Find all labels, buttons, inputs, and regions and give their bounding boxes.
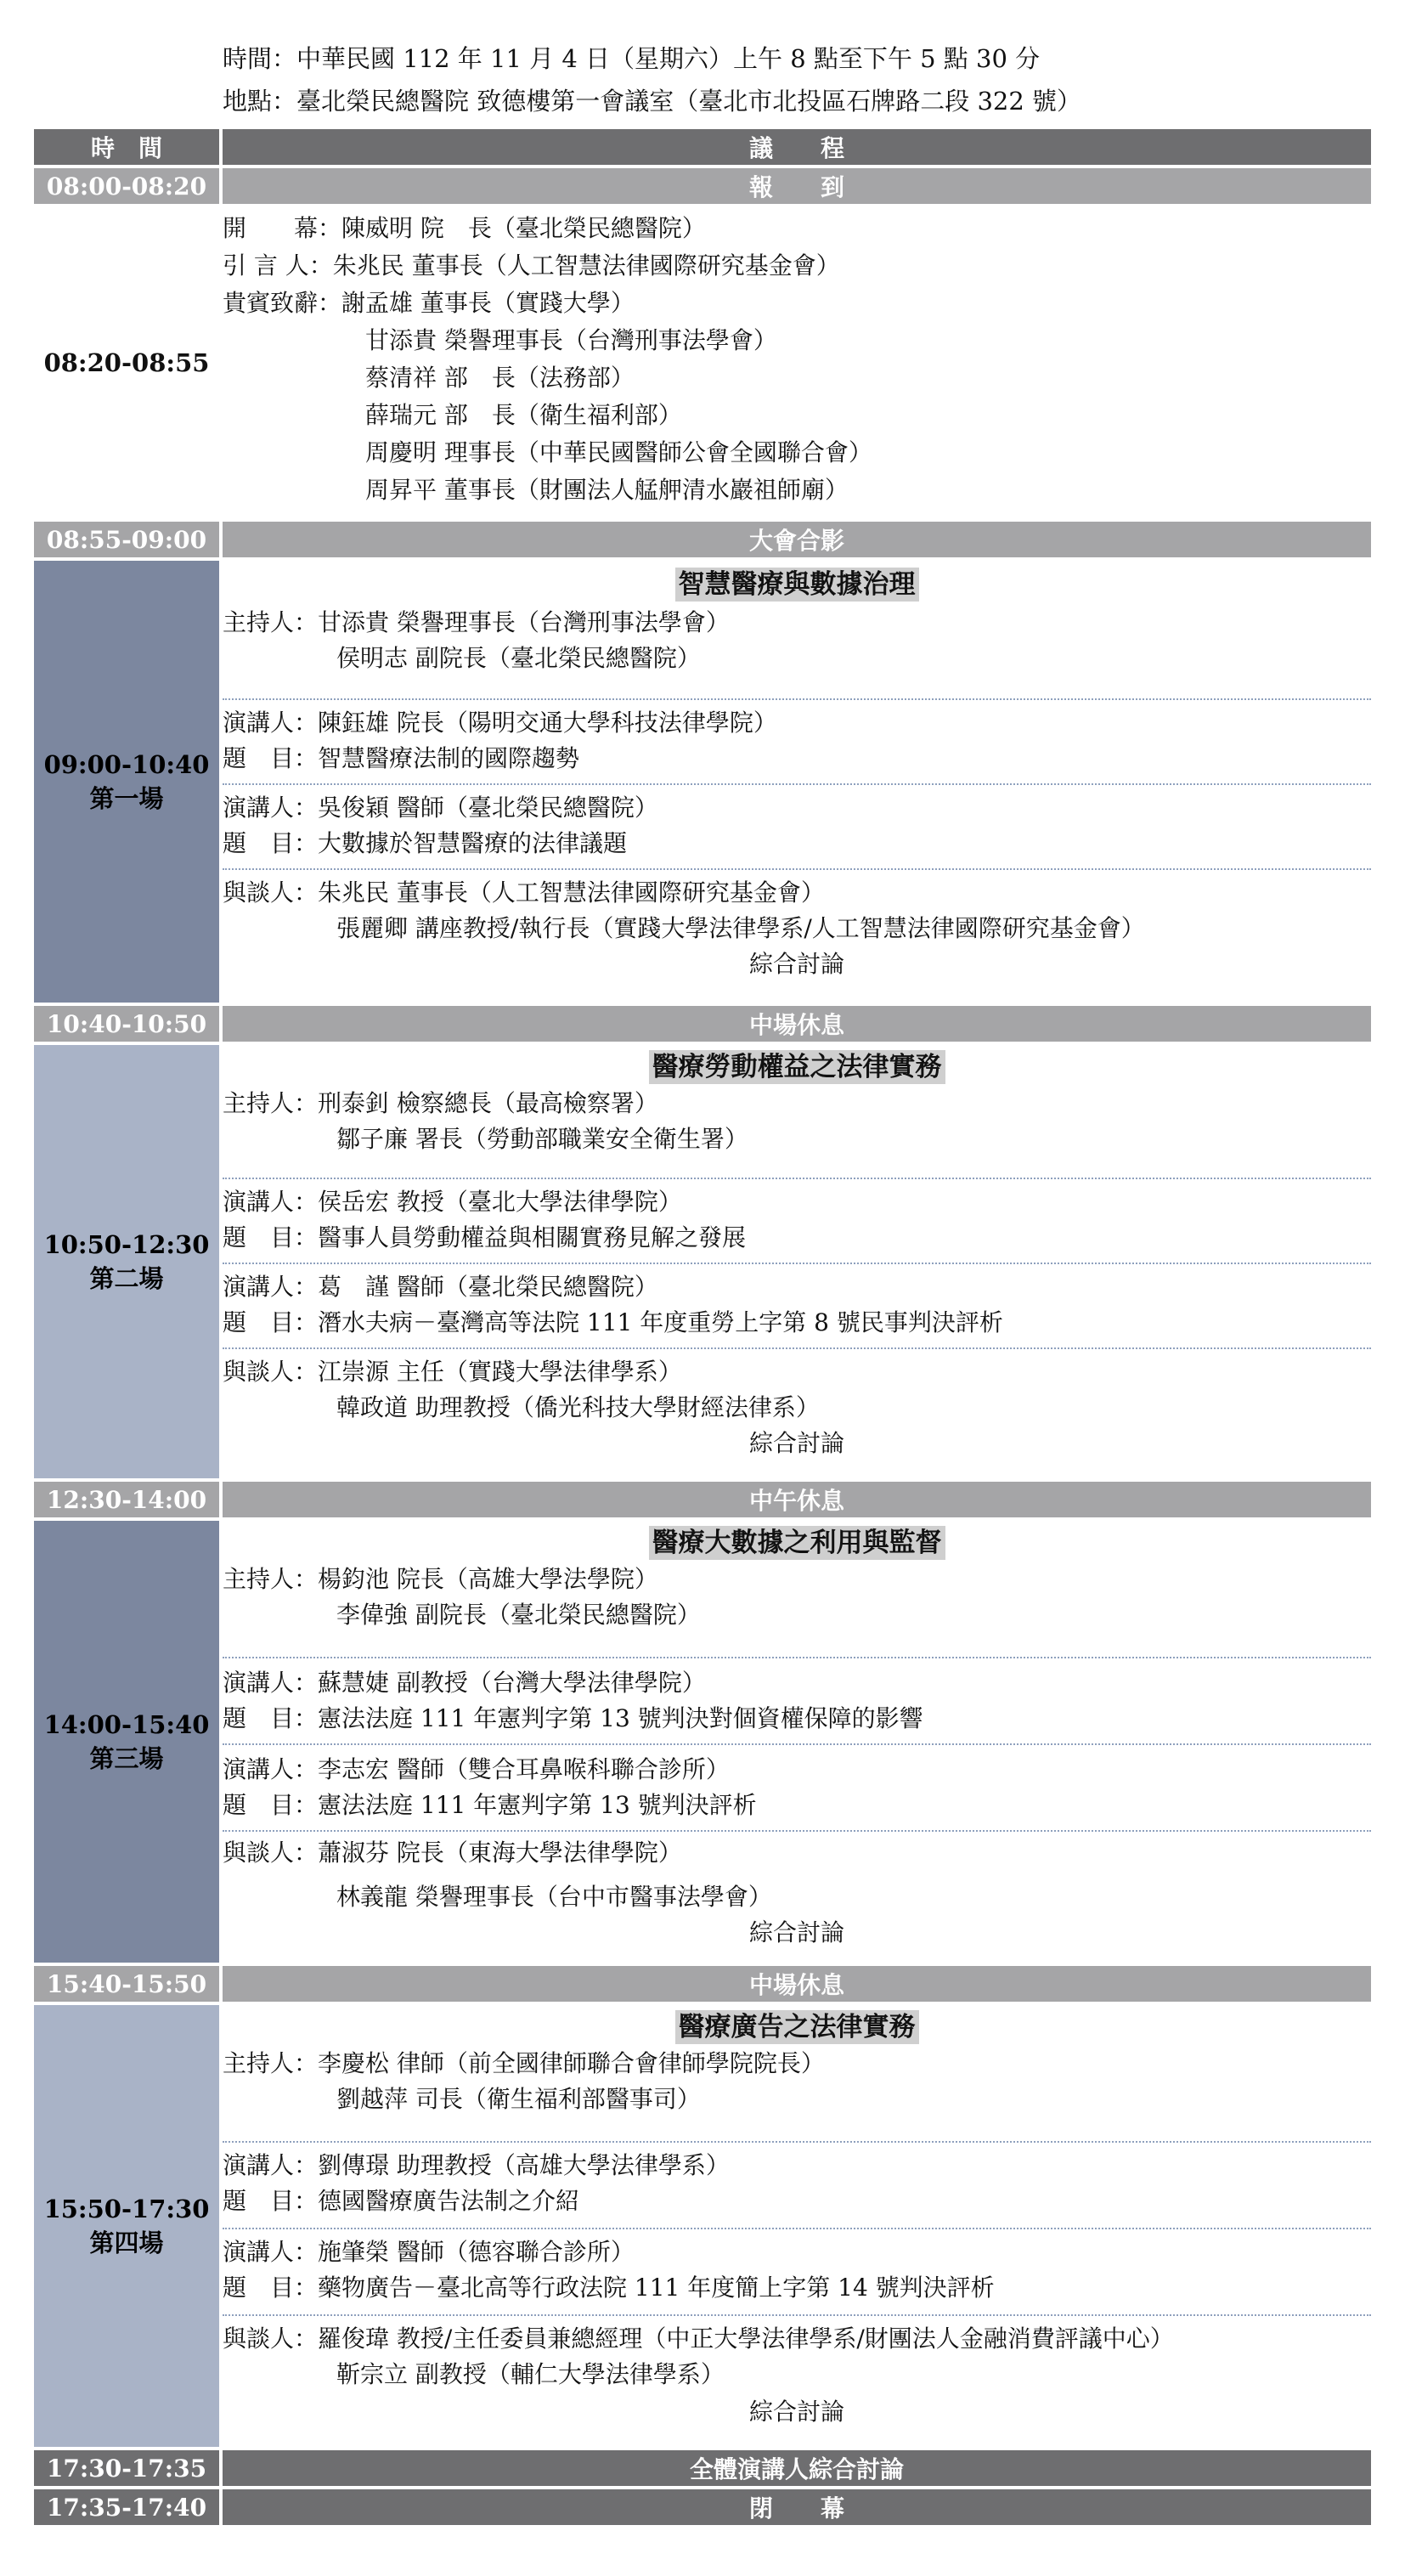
break-label: 中場休息 [223, 1966, 1371, 2002]
speaker-line: 演講人：劉傳璟 助理教授（高雄大學法律學系） [223, 2151, 730, 2179]
divider [223, 1657, 1371, 1658]
session-2-content [223, 1045, 1371, 1478]
session-2-time-cell [34, 1045, 219, 1478]
discussion-label: 綜合討論 [748, 1429, 844, 1457]
host-line: 主持人：甘添貴 榮譽理事長（台灣刑事法學會） [223, 608, 730, 636]
session-3-time-cell [34, 1521, 219, 1963]
session-1-content [223, 561, 1371, 1003]
panel-line: 靳宗立 副教授（輔仁大學法律學系） [336, 2360, 725, 2388]
discussion-label: 綜合討論 [748, 950, 844, 978]
photo-time: 08:55-09:00 [34, 522, 219, 557]
host-line: 主持人：李慶松 律師（前全國律師聯合會律師學院院長） [223, 2049, 825, 2077]
session-title: 醫療勞動權益之法律實務 [649, 1050, 945, 1084]
opening-line: 薛瑞元 部 長（衛生福利部） [365, 401, 682, 429]
registration-label: 報 到 [223, 168, 1371, 204]
divider [223, 1178, 1371, 1179]
registration-time: 08:00-08:20 [34, 168, 219, 204]
session-time: 14:00-15:40 [43, 1710, 210, 1739]
speaker-line: 演講人：李志宏 醫師（雙合耳鼻喉科聯合診所） [223, 1755, 730, 1783]
session-title: 醫療大數據之利用與監督 [649, 1526, 945, 1560]
divider [223, 1347, 1371, 1349]
divider [223, 2228, 1371, 2229]
divider [223, 1830, 1371, 1832]
photo-label: 大會合影 [223, 522, 1371, 557]
column-header-agenda: 議 程 [223, 129, 1371, 165]
host-line: 李偉強 副院長（臺北榮民總醫院） [336, 1601, 701, 1629]
topic-line: 題 目：德國醫療廣告法制之介紹 [223, 2187, 580, 2215]
opening-line: 開 幕：陳威明 院 長（臺北榮民總醫院） [223, 214, 706, 242]
divider [223, 868, 1371, 870]
panel-line: 張麗卿 講座教授/執行長（實踐大學法律學系/人工智慧法律國際研究基金會） [336, 914, 1145, 942]
session-name: 第二場 [89, 1264, 164, 1293]
session-time: 15:50-17:30 [43, 2195, 210, 2223]
break-time: 10:40-10:50 [34, 1006, 219, 1042]
opening-line: 貴賓致辭：謝孟雄 董事長（實踐大學） [223, 289, 635, 317]
event-place: 地點：臺北榮民總醫院 致德樓第一會議室（臺北市北投區石牌路二段 322 號） [223, 87, 1082, 116]
divider [223, 2141, 1371, 2143]
host-line: 劉越萍 司長（衛生福利部醫事司） [336, 2085, 701, 2113]
panel-line: 與談人：蕭淑芬 院長（東海大學法律學院） [223, 1839, 682, 1867]
opening-line: 周昇平 董事長（財團法人艋舺清水巖祖師廟） [365, 476, 849, 504]
session-title: 醫療廣告之法律實務 [675, 2010, 919, 2044]
discussion-label: 綜合討論 [748, 1918, 844, 1946]
divider [223, 783, 1371, 785]
panel-line: 韓政道 助理教授（僑光科技大學財經法律系） [336, 1393, 820, 1421]
topic-line: 題 目：大數據於智慧醫療的法律議題 [223, 829, 628, 857]
speaker-line: 演講人：施肇榮 醫師（德容聯合診所） [223, 2238, 635, 2266]
break-time: 12:30-14:00 [34, 1482, 219, 1517]
host-line: 主持人：刑泰釗 檢察總長（最高檢察署） [223, 1089, 658, 1117]
final-discussion-time: 17:30-17:35 [34, 2450, 219, 2486]
host-line: 鄒子廉 署長（勞動部職業安全衛生署） [336, 1125, 748, 1153]
break-label: 中午休息 [223, 1482, 1371, 1517]
opening-line: 甘添貴 榮譽理事長（台灣刑事法學會） [365, 326, 777, 354]
final-discussion-label: 全體演講人綜合討論 [223, 2450, 1371, 2486]
discussion-label: 綜合討論 [748, 2398, 844, 2426]
opening-time-cell [34, 207, 219, 518]
speaker-line: 演講人：蘇慧婕 副教授（台灣大學法律學院） [223, 1669, 706, 1697]
event-time: 時間：中華民國 112 年 11 月 4 日（星期六）上午 8 點至下午 5 點 30 分 [223, 44, 1041, 73]
opening-line: 蔡清祥 部 長（法務部） [365, 364, 635, 392]
divider [223, 1743, 1371, 1745]
divider [223, 698, 1371, 700]
speaker-line: 演講人：陳鈺雄 院長（陽明交通大學科技法律學院） [223, 709, 777, 737]
session-4-content [223, 2005, 1371, 2447]
divider [223, 2314, 1371, 2316]
topic-line: 題 目：潛水夫病－臺灣高等法院 111 年度重勞上字第 8 號民事判決評析 [223, 1308, 1003, 1336]
opening-line: 周慶明 理事長（中華民國醫師公會全國聯合會） [365, 438, 872, 466]
host-line: 主持人：楊鈞池 院長（高雄大學法學院） [223, 1565, 658, 1593]
topic-line: 題 目：醫事人員勞動權益與相關實務見解之發展 [223, 1223, 747, 1251]
speaker-line: 演講人：吳俊穎 醫師（臺北榮民總醫院） [223, 794, 658, 822]
panel-line: 與談人：江崇源 主任（實踐大學法律學系） [223, 1358, 682, 1386]
topic-line: 題 目：憲法法庭 111 年憲判字第 13 號判決評析 [223, 1791, 757, 1819]
column-header-time: 時 間 [34, 129, 219, 165]
break-time: 15:40-15:50 [34, 1966, 219, 2002]
divider [223, 1263, 1371, 1264]
speaker-line: 演講人：侯岳宏 教授（臺北大學法律學院） [223, 1188, 682, 1216]
break-label: 中場休息 [223, 1006, 1371, 1042]
opening-line: 引 言 人：朱兆民 董事長（人工智慧法律國際研究基金會） [223, 251, 840, 280]
opening-content [223, 207, 1371, 518]
session-time: 09:00-10:40 [43, 750, 210, 779]
session-4-time-cell [34, 2005, 219, 2447]
session-name: 第一場 [89, 784, 164, 813]
panel-line: 與談人：朱兆民 董事長（人工智慧法律國際研究基金會） [223, 878, 825, 907]
session-name: 第四場 [89, 2229, 164, 2257]
panel-line: 與談人：羅俊瑋 教授/主任委員兼總經理（中正大學法律學系/財團法人金融消費評議中心） [223, 2325, 1174, 2353]
session-time: 10:50-12:30 [43, 1230, 210, 1259]
speaker-line: 演講人：葛 謹 醫師（臺北榮民總醫院） [223, 1273, 658, 1301]
topic-line: 題 目：智慧醫療法制的國際趨勢 [223, 744, 580, 772]
topic-line: 題 目：憲法法庭 111 年憲判字第 13 號判決對個資權保障的影響 [223, 1704, 923, 1732]
topic-line: 題 目：藥物廣告－臺北高等行政法院 111 年度簡上字第 14 號判決評析 [223, 2274, 995, 2302]
closing-label: 閉 幕 [223, 2489, 1371, 2525]
session-title: 智慧醫療與數據治理 [675, 568, 919, 602]
session-3-content [223, 1521, 1371, 1963]
opening-time: 08:20-08:55 [43, 348, 210, 377]
panel-line: 林義龍 榮譽理事長（台中市醫事法學會） [336, 1883, 772, 1911]
closing-time: 17:35-17:40 [34, 2489, 219, 2525]
session-1-time-cell [34, 561, 219, 1003]
session-name: 第三場 [89, 1744, 164, 1773]
host-line: 侯明志 副院長（臺北榮民總醫院） [336, 644, 701, 672]
